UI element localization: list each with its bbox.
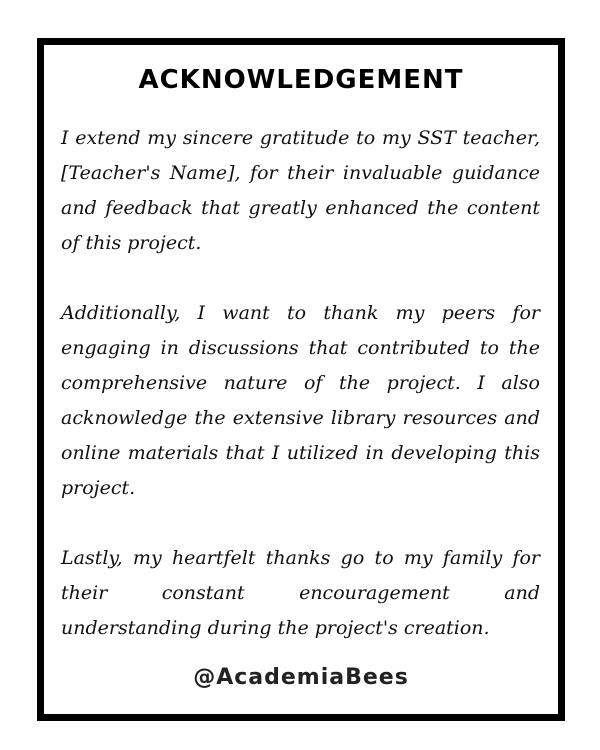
acknowledgement-body: [61, 121, 540, 646]
page-title: ACKNOWLEDGEMENT: [138, 65, 464, 95]
paragraph-family: Lastly, my heartfelt thanks go to my family for their constant encouragement and understanding during the project's creation.: [61, 547, 540, 639]
paragraph-teacher: I extend my sincere gratitude to my SST teacher, [Teacher's Name], for their invaluable guidance and feedback that greatly enhanced the content of this project.: [61, 127, 540, 254]
paragraph-peers: Additionally, I want to thank my peers for engaging in discussions that contributed to the comprehensive nature of the project. I also acknowledge the extensive library resources and online materials that I utilized in developing this project.: [61, 302, 540, 499]
brand-handle: @AcademiaBees: [193, 665, 409, 690]
acknowledgement-frame: [37, 38, 565, 721]
